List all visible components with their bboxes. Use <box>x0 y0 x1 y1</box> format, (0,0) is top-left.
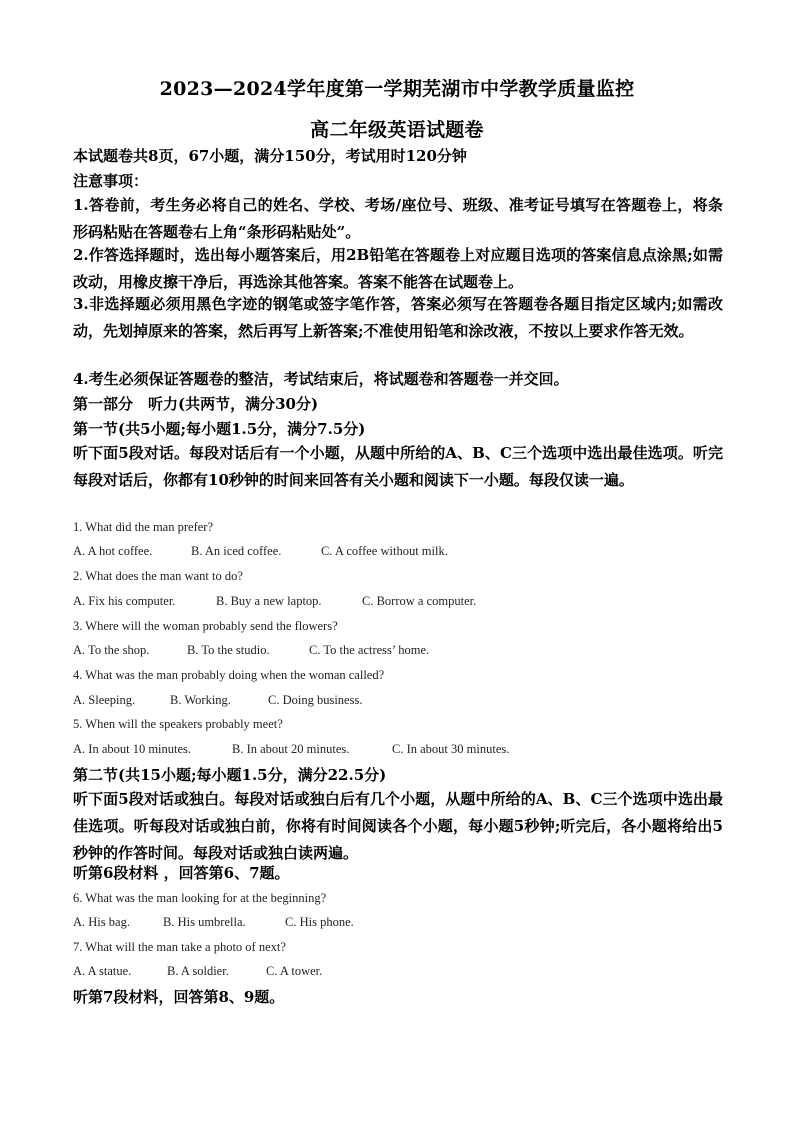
option-7c: C. A tower. <box>266 964 323 978</box>
question-2: 2. What does the man want to do? <box>73 569 243 583</box>
exam-title: 2023—2024学年度第一学期芜湖市中学教学质量监控 <box>159 78 635 100</box>
option-7b: B. A soldier. <box>167 964 229 978</box>
material-note-6: 听第6段材料 ，回答第6、7题。 <box>73 864 290 882</box>
notice-item-1: 1.答卷前，考生务必将自己的姓名、学校、考场/座位号、班级、准考证号填写在答题卷上，将条形码粘贴在答题卷右上角“条形码粘贴处”。 <box>73 196 723 241</box>
section-instructions: 听下面5段对话。每段对话后有一个小题，从题中所给的A、B、C三个选项中选出最佳选项。听完每段对话后，你都有10秒钟的时间来回答有关小题和阅读下一小题。每段仅读一遍。 <box>73 444 723 489</box>
option-5a: A. In about 10 minutes. <box>73 742 192 756</box>
option-4c: C. Doing business. <box>268 693 363 707</box>
question-1: 1. What did the man prefer? <box>73 520 213 534</box>
section-instructions-2: 听下面5段对话或独白。每段对话或独白后有几个小题，从题中所给的A、B、C三个选项中选出最佳选项。听每段对话或独白前，你将有时间阅读各个小题，每小题5秒钟;听完后，各小题将给出5秒钟的作答时间。每段对话或独白读两遍。 <box>73 790 723 862</box>
option-5c: C. In about 30 minutes. <box>392 742 510 756</box>
option-6b: B. His umbrella. <box>163 915 246 929</box>
option-2b: B. Buy a new laptop. <box>216 594 322 608</box>
notice-item-2: 2.作答选择题时，选出每小题答案后，用2B铅笔在答题卷上对应题目选项的答案信息点涂黑;如需改动，用橡皮擦干净后，再选涂其他答案。答案不能答在试题卷上。 <box>73 246 723 291</box>
exam-subtitle: 高二年级英语试题卷 <box>310 119 484 141</box>
option-6c: C. His phone. <box>285 915 354 929</box>
option-4b: B. Working. <box>170 693 231 707</box>
option-1c: C. A coffee without milk. <box>321 544 448 558</box>
question-4: 4. What was the man probably doing when the woman called? <box>73 668 385 682</box>
notice-item-4: 4.考生必须保证答题卷的整洁，考试结束后，将试题卷和答题卷一并交回。 <box>73 370 569 388</box>
option-5b: B. In about 20 minutes. <box>232 742 350 756</box>
option-3b: B. To the studio. <box>187 643 270 657</box>
option-3a: A. To the shop. <box>73 643 150 657</box>
option-6a: A. His bag. <box>73 915 130 929</box>
option-1b: B. An iced coffee. <box>191 544 282 558</box>
question-5: 5. When will the speakers probably meet? <box>73 717 283 731</box>
part-heading: 第一部分 听力(共两节，满分30分) <box>73 395 319 413</box>
exam-summary: 本试题卷共8页，67小题，满分150分，考试用时120分钟 <box>73 147 467 165</box>
notice-item-3: 3.非选择题必须用黑色字迹的钢笔或签字笔作答，答案必须写在答题卷各题目指定区域内;如需改动，先划掉原来的答案，然后再写上新答案;不准使用铅笔和涂改液，不按以上要求作答无效。 <box>73 295 723 340</box>
question-7: 7. What will the man take a photo of next? <box>73 940 286 954</box>
section-heading: 第一节(共5小题;每小题1.5分，满分7.5分) <box>73 420 366 438</box>
option-3c: C. To the actress’ home. <box>309 643 430 657</box>
option-2a: A. Fix his computer. <box>73 594 176 608</box>
option-4a: A. Sleeping. <box>73 693 136 707</box>
option-7a: A. A statue. <box>73 964 132 978</box>
option-2c: C. Borrow a computer. <box>362 594 477 608</box>
option-1a: A. A hot coffee. <box>73 544 153 558</box>
notice-heading: 注意事项： <box>73 172 149 190</box>
section-heading-2: 第二节(共15小题;每小题1.5分，满分22.5分) <box>73 766 387 784</box>
question-3: 3. Where will the woman probably send the flowers? <box>73 619 338 633</box>
question-6: 6. What was the man looking for at the beginning? <box>73 891 327 905</box>
material-note-7: 听第7段材料，回答第8、9题。 <box>73 988 285 1006</box>
